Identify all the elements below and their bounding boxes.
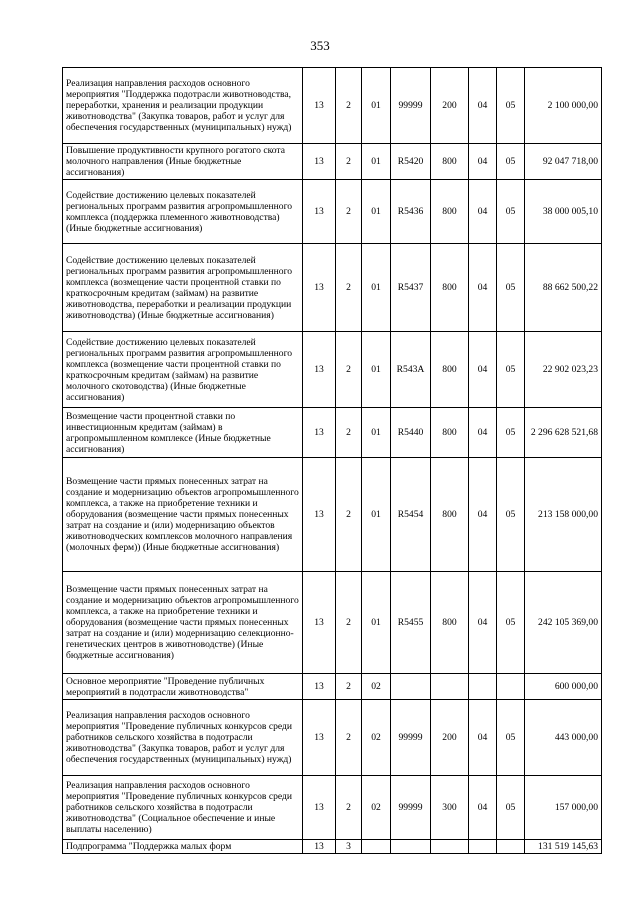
subsection-cell: 05 xyxy=(497,776,525,840)
expense-direction-cell: R5437 xyxy=(391,244,431,332)
row-name-cell: Содействие достижению целевых показателей региональных программ развития агропромышленного комплекса (возмещение части процентной ставки по краткосрочным кредитам (займам) на развитие молочного скотоводства) (Иные бюджетные ассигнования) xyxy=(63,332,303,408)
expense-type-cell xyxy=(431,840,469,854)
row-name-cell: Реализация направления расходов основного мероприятия "Проведение публичных конкурсов среди работников сельского хозяйства в подотрасли животноводства" (Социальное обеспечение и иные выплаты населению) xyxy=(63,776,303,840)
event-code-cell: 01 xyxy=(362,68,391,144)
ministry-code-cell: 13 xyxy=(303,180,336,244)
table-row xyxy=(63,332,602,408)
section-cell: 04 xyxy=(469,408,497,458)
expense-type-cell: 800 xyxy=(431,458,469,572)
row-name-cell: Подпрограмма "Поддержка малых форм xyxy=(63,840,303,854)
subprogram-code-cell: 2 xyxy=(336,572,362,674)
expense-type-cell: 800 xyxy=(431,408,469,458)
expense-type-cell: 200 xyxy=(431,68,469,144)
subsection-cell: 05 xyxy=(497,144,525,180)
amount-cell: 157 000,00 xyxy=(525,776,602,840)
table-row xyxy=(63,674,602,700)
ministry-code-cell: 13 xyxy=(303,332,336,408)
table-row xyxy=(63,776,602,840)
subsection-cell: 05 xyxy=(497,458,525,572)
subprogram-code-cell: 2 xyxy=(336,180,362,244)
ministry-code-cell: 13 xyxy=(303,700,336,776)
event-code-cell: 02 xyxy=(362,674,391,700)
section-cell: 04 xyxy=(469,332,497,408)
expense-type-cell: 800 xyxy=(431,180,469,244)
amount-cell: 22 902 023,23 xyxy=(525,332,602,408)
row-name-cell: Реализация направления расходов основного мероприятия "Поддержка подотрасли животноводства, переработки, хранения и реализации продукции животноводства" (Закупка товаров, работ и услуг для обеспечения государственных (муниципальных) нужд) xyxy=(63,68,303,144)
amount-cell: 92 047 718,00 xyxy=(525,144,602,180)
event-code-cell: 01 xyxy=(362,244,391,332)
row-name-cell: Реализация направления расходов основного мероприятия "Проведение публичных конкурсов среди работников сельского хозяйства в подотрасли животноводства" (Закупка товаров, работ и услуг для обеспечения государственных (муниципальных) нужд) xyxy=(63,700,303,776)
event-code-cell: 01 xyxy=(362,144,391,180)
expense-direction-cell: 99999 xyxy=(391,700,431,776)
expense-direction-cell: 99999 xyxy=(391,68,431,144)
expense-direction-cell: R5440 xyxy=(391,408,431,458)
subprogram-code-cell: 2 xyxy=(336,700,362,776)
subprogram-code-cell: 2 xyxy=(336,674,362,700)
row-name-cell: Содействие достижению целевых показателей региональных программ развития агропромышленного комплекса (поддержка племенного животноводства) (Иные бюджетные ассигнования) xyxy=(63,180,303,244)
expense-direction-cell: R5454 xyxy=(391,458,431,572)
row-name-cell: Возмещение части процентной ставки по инвестиционным кредитам (займам) в агропромышленном комплексе (Иные бюджетные ассигнования) xyxy=(63,408,303,458)
section-cell: 04 xyxy=(469,458,497,572)
event-code-cell: 01 xyxy=(362,180,391,244)
expense-direction-cell: R543A xyxy=(391,332,431,408)
table-row xyxy=(63,144,602,180)
subsection-cell: 05 xyxy=(497,180,525,244)
section-cell: 04 xyxy=(469,700,497,776)
table-row xyxy=(63,68,602,144)
section-cell: 04 xyxy=(469,144,497,180)
subprogram-code-cell: 2 xyxy=(336,244,362,332)
event-code-cell: 01 xyxy=(362,408,391,458)
subprogram-code-cell: 2 xyxy=(336,144,362,180)
subsection-cell xyxy=(497,840,525,854)
section-cell xyxy=(469,840,497,854)
budget-table xyxy=(62,67,602,854)
section-cell: 04 xyxy=(469,244,497,332)
expense-direction-cell: R5455 xyxy=(391,572,431,674)
expense-type-cell: 800 xyxy=(431,244,469,332)
row-name-cell: Возмещение части прямых понесенных затрат на создание и модернизацию объектов агропромышленного комплекса, а также на приобретение техники и оборудования (возмещение части прямых понесенных затрат на создание и (или) модернизацию объектов животноводческих комплексов молочного направления (молочных ферм)) (Иные бюджетные ассигнования) xyxy=(63,458,303,572)
section-cell: 04 xyxy=(469,776,497,840)
amount-cell: 242 105 369,00 xyxy=(525,572,602,674)
table-row xyxy=(63,180,602,244)
amount-cell: 131 519 145,63 xyxy=(525,840,602,854)
ministry-code-cell: 13 xyxy=(303,458,336,572)
table-row xyxy=(63,458,602,572)
subsection-cell: 05 xyxy=(497,700,525,776)
expense-direction-cell xyxy=(391,840,431,854)
event-code-cell: 01 xyxy=(362,572,391,674)
amount-cell: 88 662 500,22 xyxy=(525,244,602,332)
ministry-code-cell: 13 xyxy=(303,840,336,854)
expense-type-cell: 200 xyxy=(431,700,469,776)
subprogram-code-cell: 2 xyxy=(336,458,362,572)
amount-cell: 600 000,00 xyxy=(525,674,602,700)
section-cell: 04 xyxy=(469,68,497,144)
row-name-cell: Содействие достижению целевых показателей региональных программ развития агропромышленного комплекса (возмещение части процентной ставки по краткосрочным кредитам (займам) на развитие животноводства, переработки и реализации продукции животноводства) (Иные бюджетные ассигнования) xyxy=(63,244,303,332)
subsection-cell xyxy=(497,674,525,700)
table-row xyxy=(63,244,602,332)
amount-cell: 38 000 005,10 xyxy=(525,180,602,244)
expense-type-cell: 800 xyxy=(431,144,469,180)
amount-cell: 2 100 000,00 xyxy=(525,68,602,144)
section-cell: 04 xyxy=(469,180,497,244)
ministry-code-cell: 13 xyxy=(303,674,336,700)
expense-direction-cell: R5436 xyxy=(391,180,431,244)
event-code-cell xyxy=(362,840,391,854)
amount-cell: 213 158 000,00 xyxy=(525,458,602,572)
expense-type-cell: 300 xyxy=(431,776,469,840)
subprogram-code-cell: 2 xyxy=(336,332,362,408)
subsection-cell: 05 xyxy=(497,408,525,458)
subprogram-code-cell: 2 xyxy=(336,68,362,144)
table-row xyxy=(63,700,602,776)
ministry-code-cell: 13 xyxy=(303,144,336,180)
expense-type-cell: 800 xyxy=(431,572,469,674)
ministry-code-cell: 13 xyxy=(303,244,336,332)
expense-type-cell xyxy=(431,674,469,700)
event-code-cell: 02 xyxy=(362,700,391,776)
row-name-cell: Повышение продуктивности крупного рогатого скота молочного направления (Иные бюджетные ассигнования) xyxy=(63,144,303,180)
section-cell: 04 xyxy=(469,572,497,674)
table-row xyxy=(63,572,602,674)
expense-type-cell: 800 xyxy=(431,332,469,408)
amount-cell: 443 000,00 xyxy=(525,700,602,776)
expense-direction-cell: R5420 xyxy=(391,144,431,180)
section-cell xyxy=(469,674,497,700)
row-name-cell: Возмещение части прямых понесенных затрат на создание и модернизацию объектов агропромышленного комплекса, а также на приобретение техники и оборудования (возмещение части прямых понесенных затрат на создание и (или) модернизацию селекционно-генетических центров в животноводстве) (Иные бюджетные ассигнования) xyxy=(63,572,303,674)
subprogram-code-cell: 3 xyxy=(336,840,362,854)
event-code-cell: 01 xyxy=(362,332,391,408)
table-row xyxy=(63,408,602,458)
subprogram-code-cell: 2 xyxy=(336,776,362,840)
ministry-code-cell: 13 xyxy=(303,68,336,144)
event-code-cell: 01 xyxy=(362,458,391,572)
ministry-code-cell: 13 xyxy=(303,572,336,674)
expense-direction-cell: 99999 xyxy=(391,776,431,840)
ministry-code-cell: 13 xyxy=(303,408,336,458)
ministry-code-cell: 13 xyxy=(303,776,336,840)
row-name-cell: Основное мероприятие "Проведение публичных мероприятий в подотрасли животноводства" xyxy=(63,674,303,700)
event-code-cell: 02 xyxy=(362,776,391,840)
page-number: 353 xyxy=(310,38,330,53)
subsection-cell: 05 xyxy=(497,68,525,144)
subprogram-code-cell: 2 xyxy=(336,408,362,458)
expense-direction-cell xyxy=(391,674,431,700)
table-row xyxy=(63,840,602,854)
subsection-cell: 05 xyxy=(497,332,525,408)
subsection-cell: 05 xyxy=(497,244,525,332)
amount-cell: 2 296 628 521,68 xyxy=(525,408,602,458)
subsection-cell: 05 xyxy=(497,572,525,674)
